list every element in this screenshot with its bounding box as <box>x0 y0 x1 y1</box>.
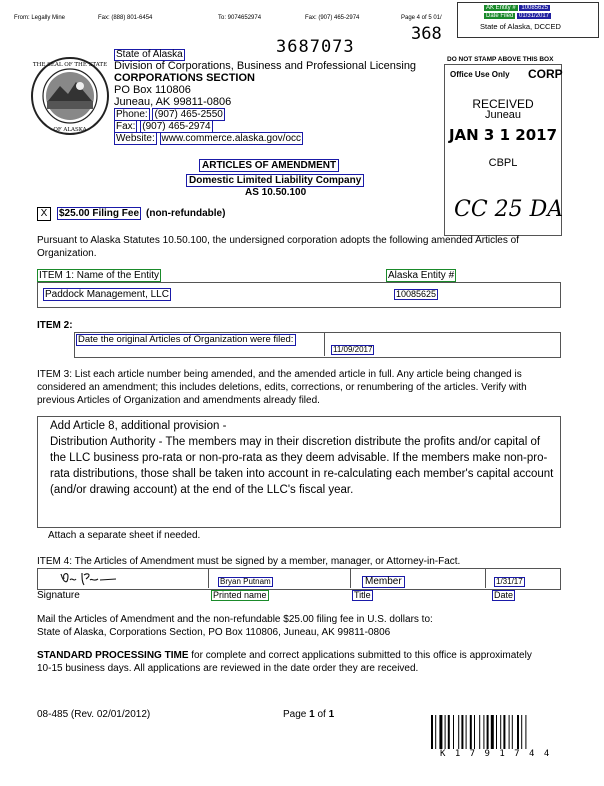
processing-rest: for complete and correct applications submitted to this office is approximately 10-15 business days. All applications are reviewed in the date order they are received. <box>37 650 532 674</box>
sig-divider-1 <box>208 568 209 588</box>
fee-checkbox[interactable]: X <box>37 207 51 221</box>
entity-tag-label: AK Entity # <box>486 5 516 11</box>
svg-text:OF ALASKA: OF ALASKA <box>53 127 87 133</box>
form-number: 08-485 (Rev. 02/01/2012) <box>37 709 151 720</box>
office-use-label: Office Use Only <box>450 70 510 79</box>
form-statute: AS 10.50.100 <box>245 187 307 198</box>
attach-note: Attach a separate sheet if needed. <box>48 530 201 541</box>
phone-label: Phone: <box>116 109 148 120</box>
amendment-line1: Add Article 8, additional provision - <box>50 420 227 432</box>
entity-number-field[interactable]: 10085625 <box>396 289 437 299</box>
alaska-seal-icon <box>30 56 110 136</box>
date-field[interactable]: 1/31/17 <box>496 577 523 586</box>
date-tag-value: 01/31/2017 <box>519 13 550 19</box>
fax-from: From: Legally Mine <box>14 15 66 21</box>
printed-name-field[interactable]: Bryan Putnam <box>220 577 271 586</box>
division-name: Division of Corporations, Business and Professional Licensing <box>114 60 417 72</box>
form-title: ARTICLES OF AMENDMENT <box>199 159 339 172</box>
mail-line-2: State of Alaska, Corporations Section, PO Box 110806, Juneau, AK 99811-0806 <box>37 627 391 638</box>
cbpl-label: CBPL <box>488 157 518 169</box>
fax-number-to: Fax: (907) 465-2974 <box>305 15 360 21</box>
filing-tag <box>457 2 599 38</box>
page-current: 1 <box>309 709 315 720</box>
fee-note: (non-refundable) <box>146 208 226 219</box>
intro-paragraph: Pursuant to Alaska Statutes 10.50.100, the undersigned corporation adopts the following amended Articles of Organization. <box>37 235 519 259</box>
fax-label: Fax: <box>116 121 136 132</box>
received-date: JAN 3 1 2017 <box>448 126 558 144</box>
handwritten-initials: CC 25 DA <box>454 197 564 222</box>
title-field[interactable]: Member <box>362 576 405 588</box>
title-label: Title <box>354 590 371 600</box>
page-prefix: Page <box>283 709 310 720</box>
received-stamp: RECEIVED <box>472 97 534 111</box>
po-box: PO Box 110806 <box>114 84 191 96</box>
filing-fee: $25.00 Filing Fee <box>59 208 140 219</box>
original-date-field[interactable]: 11/09/2017 <box>333 345 373 354</box>
sig-divider-3 <box>485 568 486 588</box>
signature-image <box>58 570 120 588</box>
document-number-short: 368 <box>411 24 442 44</box>
fax-to: To: 9074652974 <box>218 15 262 21</box>
entity-name-field[interactable]: Paddock Management, LLC <box>45 289 169 300</box>
entity-tag-value: 10085625 <box>521 5 549 11</box>
phone-number: (907) 465-2550 <box>154 109 223 120</box>
corp-label: CORP <box>528 67 563 81</box>
website-label: Website: <box>116 133 155 144</box>
state-name: State of Alaska <box>116 49 183 60</box>
received-location: Juneau <box>484 109 522 121</box>
item2-label: ITEM 2: <box>37 320 73 331</box>
item4-instructions: ITEM 4: The Articles of Amendment must be signed by a member, manager, or Attorney-in-Fact. <box>37 556 461 567</box>
amendment-body: Distribution Authority - The members may in their discretion distribute the profits and/or capital of the LLC business pro-rata or non-pro-rata as they deem advisable. If the members make non-pro-rata distributions, those shall be taken into account in re-calculating each member's capital account (and/or drawing account) at the end of the LLC's fiscal year. <box>50 436 554 496</box>
fax-number: (907) 465-2974 <box>142 121 211 132</box>
fax-number-from: Fax: (888) 801-6454 <box>98 15 153 21</box>
original-date-label: Date the original Articles of Organization were filed: <box>76 334 296 346</box>
do-not-stamp-header: DO NOT STAMP ABOVE THIS BOX <box>447 56 554 63</box>
svg-text:THE SEAL OF THE STATE: THE SEAL OF THE STATE <box>32 62 108 68</box>
processing-note <box>37 649 547 675</box>
date-label: Date <box>494 590 514 600</box>
section-name: CORPORATIONS SECTION <box>114 72 255 84</box>
page-mid: of <box>314 709 329 720</box>
signature-label: Signature <box>37 590 80 601</box>
item1-label: ITEM 1: Name of the Entity <box>39 270 160 281</box>
page-indicator <box>283 709 334 720</box>
mail-line-1: Mail the Articles of Amendment and the non-refundable $25.00 filing fee in U.S. dollars to: <box>37 614 433 625</box>
document-number: 3687073 <box>276 37 355 57</box>
page-total: 1 <box>328 709 335 720</box>
item3-instructions: ITEM 3: List each article number being amended, and the amended article in full. Any article being changed is considered an amendment; this includes deletions, edits, corrections, or renumbering of the articles. Verify with previous Articles of Organization and amendments already filed. <box>37 369 527 406</box>
entity-number-label: Alaska Entity # <box>388 270 455 281</box>
fax-page: Page 4 of 5 01/ <box>401 15 442 21</box>
printed-name-label: Printed name <box>213 590 267 600</box>
sig-divider-2 <box>350 568 351 588</box>
processing-bold: STANDARD PROCESSING TIME <box>37 650 189 661</box>
city-zip: Juneau, AK 99811-0806 <box>114 96 232 108</box>
form-subtitle: Domestic Limited Liability Company <box>186 174 364 187</box>
date-tag-label: Date Filed <box>486 13 514 19</box>
barcode-icon <box>430 715 556 749</box>
barcode-text: K 1 7 9 1 7 4 4 <box>440 749 552 759</box>
website-link[interactable]: www.commerce.alaska.gov/occ <box>161 133 302 144</box>
item2-divider <box>324 332 325 356</box>
state-tag: State of Alaska, DCCED <box>480 22 561 31</box>
